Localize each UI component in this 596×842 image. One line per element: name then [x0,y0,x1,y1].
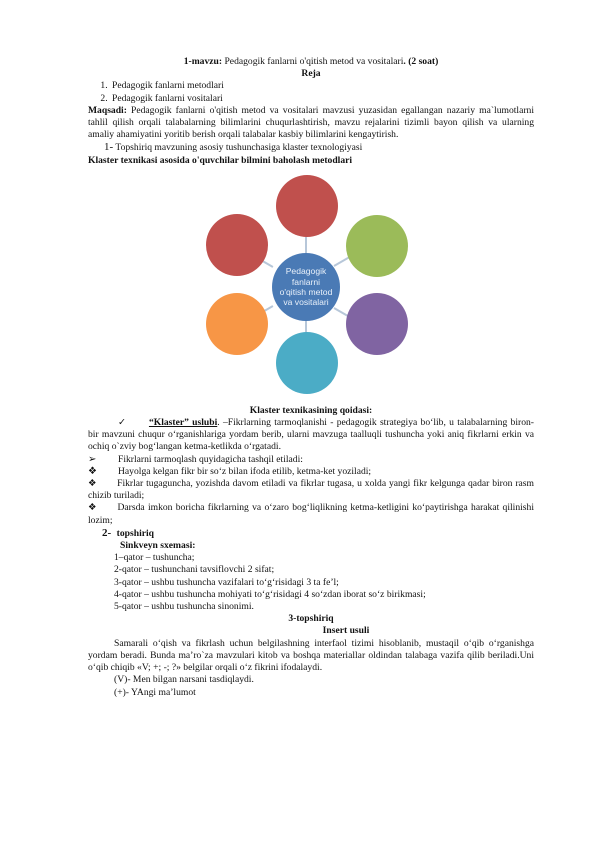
task1-line [88,141,534,154]
sinkveyn-line: 5-qator – ushbu tushuncha sinonimi. [114,601,254,613]
task2-heading [88,527,534,540]
sinkveyn-line: 3-qator – ushbu tushuncha vazifalari to‘g‘risidagi 3 ta fe’l; [114,576,339,588]
cluster-node-top [276,175,338,237]
cluster-hub [272,253,340,321]
check-icon: ✓ [118,417,127,429]
rules-item-text: Hayolga kelgan fikr bir so‘z bilan ifoda etilib, ketma-ket yoziladi; [118,465,372,477]
rules-item-text: Darsda imkon boricha fikrlarning va o‘zaro bog‘liqlikning ketma-ketligini ko‘paytirishga harakat qilinishi lozim; [88,502,534,526]
plan-item: 2. Pedagogik fanlarni vositalari [110,93,534,105]
rules-item [88,478,534,502]
title-suffix: . (2 soat) [403,56,439,67]
plan-heading: Reja [301,68,321,80]
cluster-diagram [88,169,534,401]
task1-number: 1- [104,141,114,154]
title-text: Pedagogik fanlarni o'qitish metod va vositalari [222,56,404,67]
rules-intro-term: “Klaster” uslubi [148,417,218,429]
rules-item [88,454,534,466]
cluster-node-bottom-left [206,293,268,355]
rules-item [88,502,534,526]
insert-legend [88,674,534,698]
rules-intro [88,417,534,454]
task1-text: Topshiriq mavzuning asosiy tushunchasiga klaster texnologiyasi [113,142,363,154]
insert-line: (V)- Men bilgan narsani tasdiqlaydi. [114,674,254,686]
cluster-node-top-right [346,215,408,277]
task2-subtitle: Sinkveyn sxemasi: [120,540,196,552]
goal-paragraph [88,105,534,142]
cluster-node-bottom [276,332,338,394]
task2-title: topshiriq [116,527,154,539]
arrow-bullet-icon: ➢ [88,453,97,465]
plan-item: 1. Pedagogik fanlarni metodlari [110,80,534,92]
sinkveyn-line: 1–qator – tushuncha; [114,552,195,564]
rules-item-text: Fikrlar tugaguncha, yozishda davom etiladi va fikrlar tugasa, u xolda yangi fikr kelgunga qadar biron rasm chizib turiladi; [88,478,534,502]
diamond-bullet-icon: ❖ [88,478,98,490]
page-title [88,56,534,68]
rules-intro-text: . –Fikrlarning tarmoqlanishi - pedagogik strategiya bo‘lib, u talabalarning biron-bir mavzuni chuqur o‘rganishlariga yordam berib, ularni mavzuga taalluqli tushuncha yoki aniq fikrlarni erkin va ochiq o`zviy bog‘langan ketma-ketlikda o‘rgatadi. [88,417,535,453]
goal-label: Maqsadi: [88,104,127,116]
cluster-hub-label: Pedagogik fanlarni o'qitish metod va vositalari [279,266,333,308]
task3-subtitle: Insert usuli [322,625,370,637]
plan-list [88,80,534,104]
diamond-bullet-icon: ❖ [88,502,98,514]
sinkveyn-line: 2-qator – tushunchani tavsiflovchi 2 sifat; [114,564,275,576]
goal-text: Pedagogik fanlarni o'qitish metod va vositalari mavzusi yuzasidan egallangan nazariy ma`lumotlarni tahlil qilish orqali talabalarning bilimlarini chuqurlashtirish, mavzu rejalarini tizimli bayon qilish va ularning amaliy ahamiyatini yoritib berish orqali talabalar kasbiy bilimlarini kengaytirish. [88,104,534,141]
cluster-node-bottom-right [346,293,408,355]
cluster-node-top-left [206,214,268,276]
document-page [88,56,534,699]
rules-item-text: Fikrlarni tarmoqlash quyidagicha tashqil etiladi: [118,453,303,465]
rules-heading: Klaster texnikasining qoidasi: [249,404,373,416]
sinkveyn-line: 4-qator – ushbu tushuncha mohiyati to‘g‘risidagi 4 so‘zdan iborat so‘z birikmasi; [114,588,426,600]
sinkveyn-list [88,552,534,613]
task3-paragraph: Samarali o‘qish va fikrlash uchun belgilashning interfaol tizimi hisoblanib, mustaqil o‘qib o‘rganishga yordam beradi. Bunda ma’ro`za mavzulari kitob va boshqa materiallar oldindan talabaga vazifa qilib beriladi.Uni o‘qib chiqib «V; +; -; ?» belgilar orqali o‘z fikrini ifodalaydi. [88,637,534,674]
title-label: 1-mavzu: [183,56,223,67]
task1-subheading: Klaster texnikasi asosida o'quvchilar bilmini baholash metodlari [88,154,353,166]
task2-number: 2- [102,526,112,539]
diamond-bullet-icon: ❖ [88,465,97,477]
task3-title: 3-topshiriq [288,613,334,625]
insert-line: (+)- YAngi ma’lumot [114,686,196,698]
rules-item [88,466,534,478]
